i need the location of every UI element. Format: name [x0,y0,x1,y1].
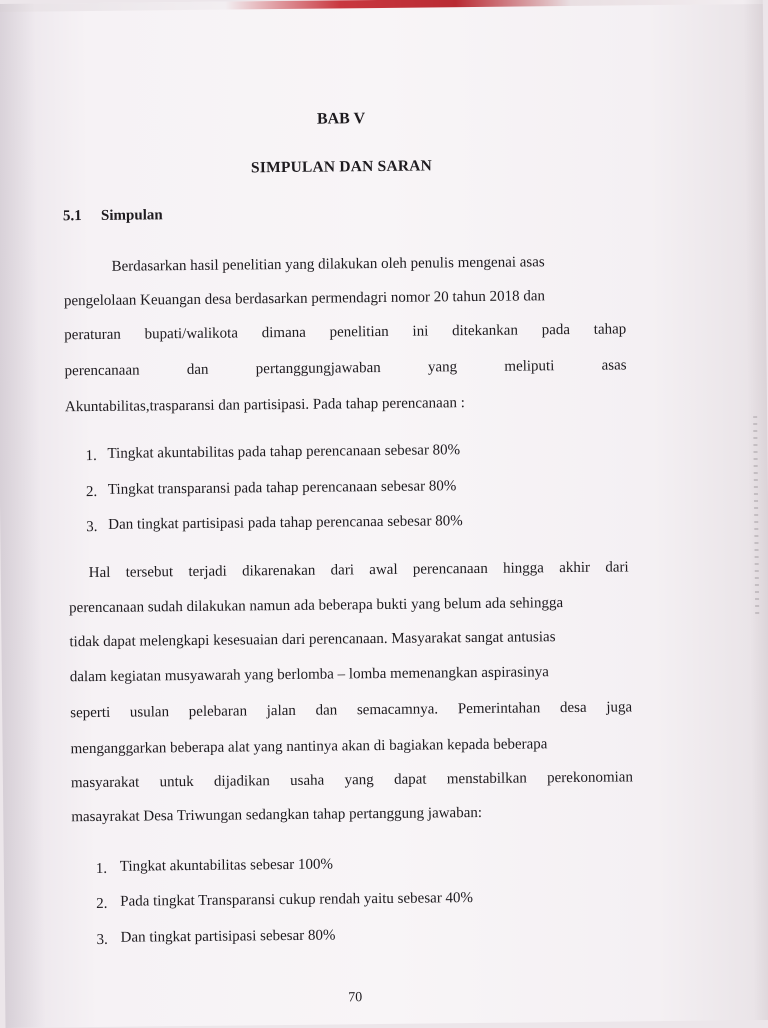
word: dapat [393,771,427,788]
top-edge-strip [0,0,763,12]
word: jalan [266,702,296,720]
word: pelebaran [188,703,248,721]
paragraph2-line: masayrakat Desa Triwungan sedangkan tahap pertanggung jawaban: [71,804,483,826]
list1-item: Tingkat transparansi pada tahap perencanaan sebesar 80% [107,478,457,498]
word: pertanggungjawaban [255,359,381,378]
paragraph1-justified-line [64,321,626,344]
word: perencanaan [64,362,140,380]
word: usaha [290,772,325,789]
word: menstabilkan [446,770,527,788]
word: peraturan [64,326,121,344]
list2-item: Tingkat akuntabilitas sebesar 100% [119,856,334,875]
word: desa [559,699,587,717]
word: masyarakat [70,774,140,792]
list2-number: 1. [95,860,108,877]
word: usulan [129,704,170,721]
word: akhir [559,559,591,577]
list1-number: 1. [85,447,97,465]
paragraph1-line: pengelolaan Keuangan desa berdasarkan permendagri nomor 20 tahun 2018 dan [63,288,546,310]
word: yang [427,359,458,376]
word: dan [186,361,209,379]
word: ini [412,323,429,340]
paragraph2-justified-line [89,559,629,582]
paragraph1-justified-line [65,357,627,380]
word: ditekankan [452,322,518,340]
word: dari [605,559,629,576]
word: tersebut [125,564,174,581]
list1-item: Dan tingkat partisipasi pada tahap perencanaa sebesar 80% [108,513,463,533]
word: hingga [503,560,544,577]
word: yang [344,772,374,789]
section-title: Simpulan [100,207,163,224]
word: Pemerintahan [457,700,541,718]
list1-item: Tingkat akuntabilitas pada tahap perencanaan sebesar 80% [107,442,461,462]
list2-item: Dan tingkat partisipasi sebesar 80% [120,927,336,946]
word: semacamnya. [356,701,439,719]
word: tahap [593,321,627,338]
paragraph2-line: perencanaan sudah dilakukan namun ada beberapa bukti yang belum ada sehingga [69,595,564,617]
paragraph2-justified-line [71,769,633,792]
page-number: 70 [348,990,363,1006]
word: perencanaan [412,560,488,578]
paragraph2-line: dalam kegiatan musyawarah yang berlomba – lomba memenangkan aspirasinya [69,664,549,686]
word: perekonomian [547,769,634,787]
paragraph2-line: menganggarkan beberapa alat yang nantinya akan di bagiakan kepada beberapa [70,736,548,758]
word: pada [541,322,571,339]
word: penelitian [329,323,389,341]
word: asas [601,357,627,374]
list1-number: 2. [85,483,98,501]
word: dan [315,702,338,719]
paragraph1-line: Akuntabilitas,trasparansi dan partisipasi. Pada tahap perencanaan : [64,395,465,416]
paragraph2-justified-line [70,699,632,722]
word: meliputi [504,358,555,375]
list2-number: 3. [96,931,108,948]
list1-number: 3. [86,518,98,536]
word: untuk [159,773,194,791]
chapter-title: SIMPULAN DAN SARAN [250,157,433,177]
word: dijadikan [213,773,270,790]
word: bupati/walikota [144,325,239,343]
word: terjadi [188,563,227,581]
word: seperti [70,704,111,722]
word: awal [369,561,398,579]
chapter-heading: BAB V [316,110,366,128]
word: Hal [88,564,111,582]
paragraph2-line: tidak dapat melengkapi kesesuaian dari perencanaan. Masyarakat sangat antusias [69,629,556,651]
left-edge-shadow [0,4,46,1028]
paragraph1-line: Berdasarkan hasil penelitian yang dilakukan oleh penulis mengenai asas [111,254,545,275]
word: juga [606,699,633,716]
section-number: 5.1 [62,208,82,225]
list2-item: Pada tingkat Transparansi cukup rendah yaitu sebesar 40% [120,890,474,910]
list2-number: 2. [96,895,108,912]
word: dikarenakan [241,562,316,580]
word: dimana [261,324,306,342]
word: dari [330,562,355,579]
